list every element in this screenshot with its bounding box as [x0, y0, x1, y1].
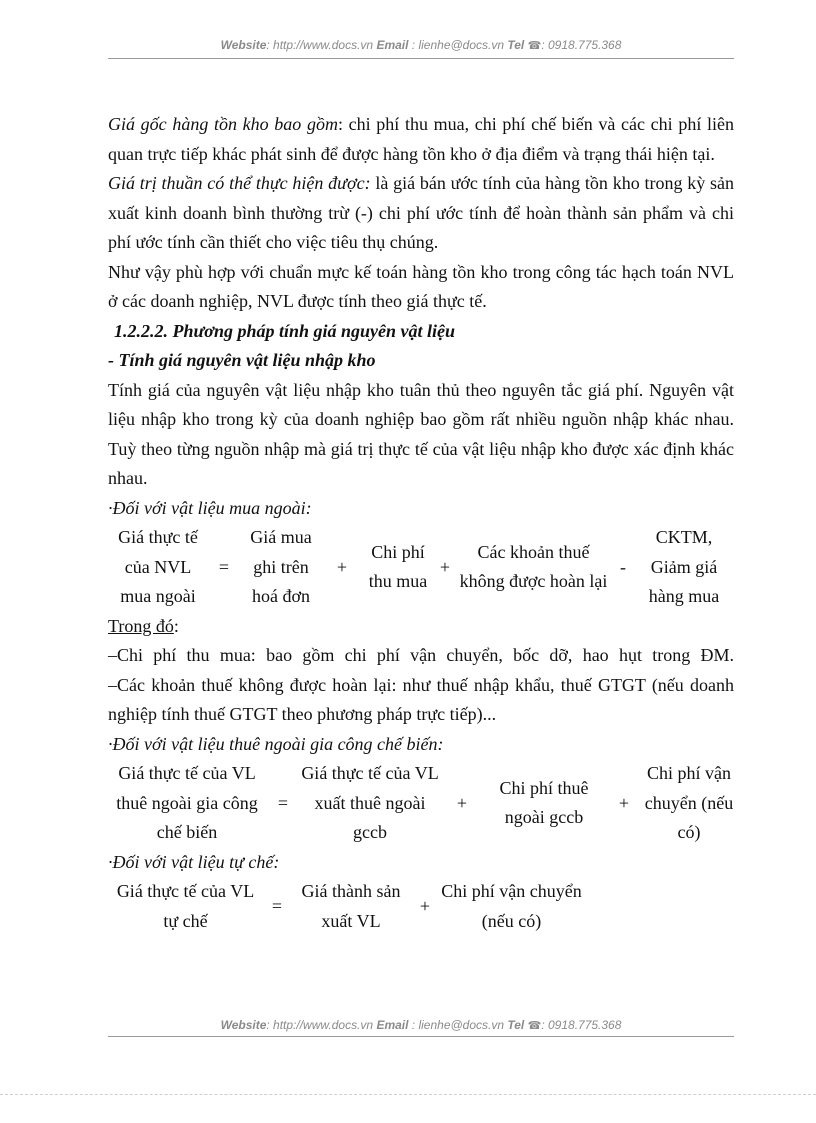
bullet-outsourced-materials: ·Đối với vật liệu thuê ngoài gia công chế biến:	[108, 733, 444, 754]
term-cost: Giá gốc hàng tồn kho bao gồm	[108, 114, 338, 134]
formula-term: Chi phí vận chuyển (nếu có)	[644, 763, 734, 842]
formula-operator: +	[439, 556, 451, 577]
formula-term: Giá thành sản xuất VL	[301, 881, 401, 931]
formula-operator: =	[271, 895, 283, 916]
formula-term: Chi phí vận chuyển (nếu có)	[441, 881, 582, 931]
paragraph-import-pricing: Tính giá của nguyên vật liệu nhập kho tuân thủ theo nguyên tắc giá phí. Nguyên vật liệu nhập kho trong kỳ của doanh nghiệp bao gồm rất nhiều nguồn nhập khác nhau. Tuỳ theo từng nguồn nhập mà giá trị thực tế của vật liệu nhập kho được xác định khác nhau.	[108, 379, 734, 488]
formula-outsourced	[108, 759, 734, 848]
paragraph-cost-definition: Giá gốc hàng tồn kho bao gồm: chi phí thu mua, chi phí chế biến và các chi phí liên quan trực tiếp khác phát sinh để được hàng tồn kho ở địa điểm và trạng thái hiện tại.	[108, 114, 734, 164]
term-net-value: Giá trị thuần có thể thực hiện được:	[108, 173, 371, 193]
formula-operator: -	[620, 556, 626, 577]
footer-email-label: Email	[376, 1018, 409, 1032]
definition-taxes: –Các khoản thuế không được hoàn lại: như thuế nhập khẩu, thuế GTGT (nếu doanh nghiệp tính thuế GTGT theo phương pháp trực tiếp)...	[108, 674, 734, 724]
footer-rule	[108, 1036, 734, 1037]
formula-term: Giá thực tế của VL tự chế	[116, 881, 255, 931]
formula-operator: +	[456, 792, 468, 813]
formula-term: Chi phí thu mua	[368, 541, 428, 592]
phone-icon: ☎	[527, 1020, 542, 1032]
formula-operator: =	[218, 556, 230, 577]
bullet-self-made-materials: ·Đối với vật liệu tự chế:	[108, 851, 280, 872]
document-body	[108, 110, 734, 936]
footer-website-url[interactable]: : http://www.docs.vn	[266, 1018, 374, 1032]
header-tel-label: Tel	[507, 38, 525, 52]
formula-self-made	[108, 877, 734, 936]
formula-term: Giá thực tế của VL thuê ngoài gia công chế biến	[116, 763, 258, 842]
formula-operator: +	[336, 556, 348, 577]
formula-term: Giá thực tế của NVL mua ngoài	[118, 527, 198, 606]
page-header	[108, 38, 734, 52]
header-rule	[108, 58, 734, 59]
header-email-label: Email	[376, 38, 409, 52]
formula-operator: +	[419, 895, 431, 916]
footer-tel-label: Tel	[507, 1018, 525, 1032]
formula-operator: =	[277, 792, 289, 813]
formula-term: Các khoản thuế không được hoàn lại	[459, 541, 608, 592]
header-website-url[interactable]: : http://www.docs.vn	[266, 38, 374, 52]
definition-purchase-cost: –Chi phí thu mua: bao gồm chi phí vận chuyển, bốc dỡ, hao hụt trong ĐM.	[108, 645, 734, 665]
footer-tel-value: : 0918.775.368	[541, 1018, 622, 1032]
page-footer	[108, 1018, 734, 1032]
paragraph-net-value: Giá trị thuần có thể thực hiện được: là giá bán ước tính của hàng tồn kho trong kỳ sản xuất kinh doanh bình thường trừ (-) chi phí ước tính để hoàn thành sản phẩm và chi phí ước tính cần thiết cho việc tiêu thụ chúng.	[108, 173, 734, 252]
footer-website-label: Website	[220, 1018, 267, 1032]
section-heading: 1.2.2.2. Phương pháp tính giá nguyên vật liệu	[114, 320, 455, 341]
phone-icon: ☎	[527, 40, 542, 52]
formula-term: Giá mua ghi trên hoá đơn	[250, 527, 312, 606]
formula-term: Chi phí thuê ngoài gccb	[499, 777, 589, 828]
page-separator	[0, 1094, 816, 1095]
where-label: Trong đó:	[108, 615, 179, 636]
header-email-value[interactable]: : lienhe@docs.vn	[411, 38, 505, 52]
paragraph-conclusion: Như vậy phù hợp với chuẩn mực kế toán hàng tồn kho trong công tác hạch toán NVL ở các doanh nghiệp, NVL được tính theo giá thực tế.	[108, 261, 734, 311]
formula-operator: +	[618, 792, 630, 813]
formula-purchased	[108, 523, 734, 612]
header-website-label: Website	[220, 38, 267, 52]
footer-email-value[interactable]: : lienhe@docs.vn	[411, 1018, 505, 1032]
subsection-heading: - Tính giá nguyên vật liệu nhập kho	[108, 350, 376, 370]
formula-term: CKTM, Giảm giá hàng mua	[648, 527, 720, 606]
bullet-purchased-materials: ·Đối với vật liệu mua ngoài:	[108, 497, 312, 518]
header-tel-value: : 0918.775.368	[541, 38, 622, 52]
formula-term: Giá thực tế của VL xuất thuê ngoài gccb	[301, 763, 439, 842]
